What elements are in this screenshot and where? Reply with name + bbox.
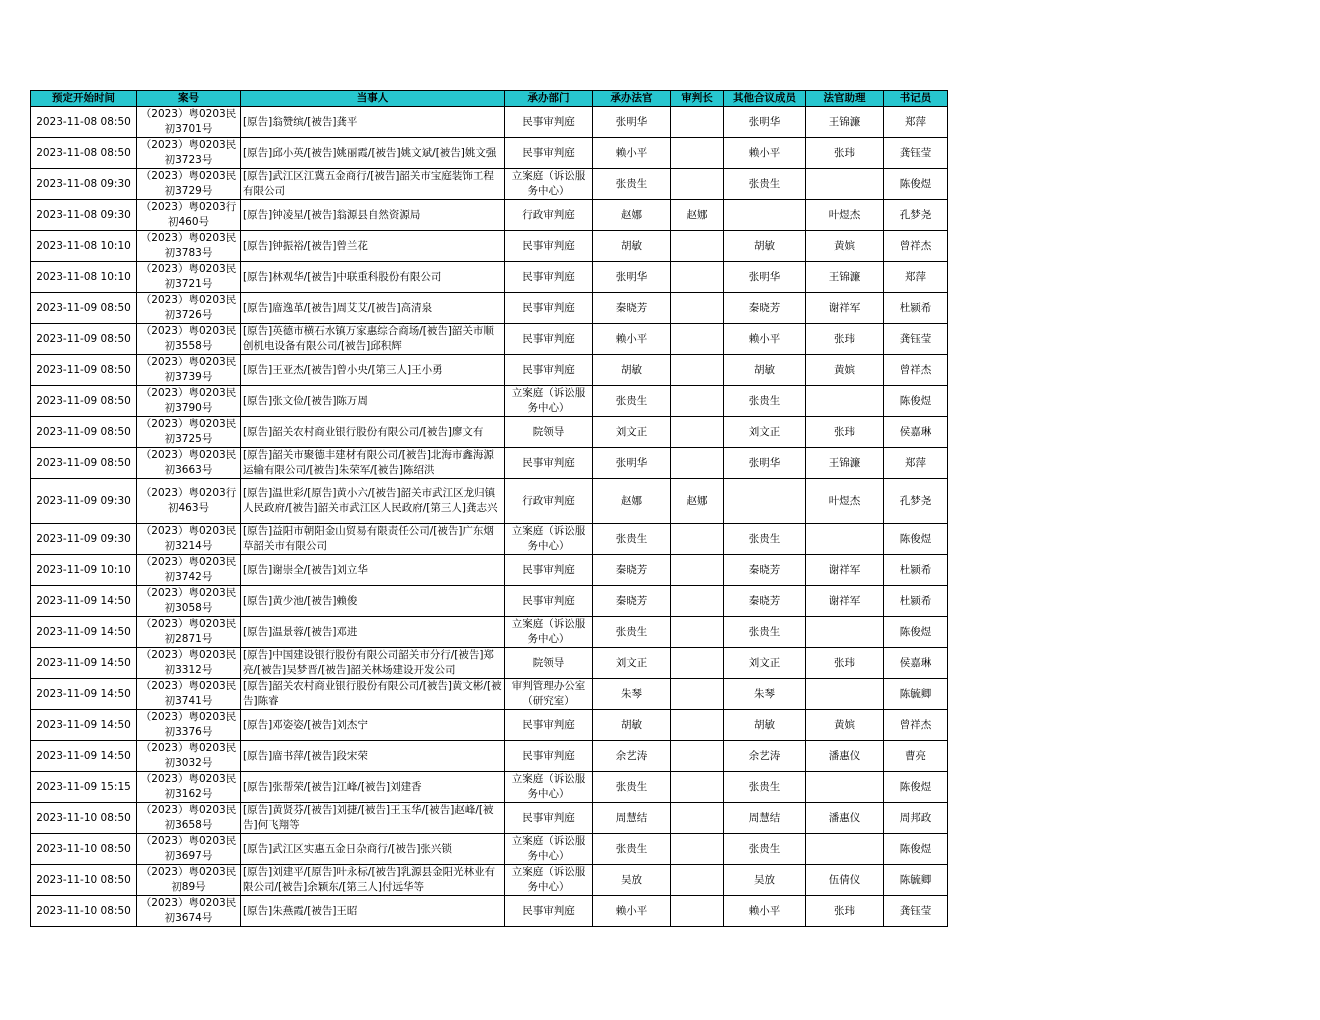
cell-assistant: 张玮 <box>806 138 884 169</box>
table-row <box>31 355 948 386</box>
cell-clerk: 郑萍 <box>884 262 948 293</box>
cell-assistant: 王锦濂 <box>806 262 884 293</box>
cell-panel-members: 张明华 <box>724 107 806 138</box>
cell-assistant: 黄嫔 <box>806 355 884 386</box>
cell-parties: [原告]武江区实惠五金日杂商行/[被告]张兴锁 <box>241 834 505 865</box>
cell-start-time: 2023-11-08 10:10 <box>31 231 137 262</box>
table-row <box>31 586 948 617</box>
cell-presiding-judge: 赵娜 <box>671 479 724 524</box>
cell-clerk: 杜颍希 <box>884 293 948 324</box>
cell-judge: 张贵生 <box>593 169 671 200</box>
cell-parties: [原告]韶关农村商业银行股份有限公司/[被告]黄文彬/[被告]陈睿 <box>241 679 505 710</box>
cell-presiding-judge <box>671 138 724 169</box>
cell-judge: 张贵生 <box>593 834 671 865</box>
cell-parties: [原告]英德市横石水镇万家惠综合商场/[被告]韶关市顺创机电设备有限公司/[被告]邱积辉 <box>241 324 505 355</box>
cell-start-time: 2023-11-10 08:50 <box>31 896 137 927</box>
cell-department: 立案庭（诉讼服务中心） <box>505 386 593 417</box>
table-row <box>31 262 948 293</box>
cell-presiding-judge <box>671 741 724 772</box>
cell-case-number: （2023）粤0203民初3214号 <box>137 524 241 555</box>
cell-clerk: 陈俊煜 <box>884 834 948 865</box>
table-row <box>31 417 948 448</box>
table-row <box>31 324 948 355</box>
cell-judge: 朱琴 <box>593 679 671 710</box>
cell-parties: [原告]钟振裕/[被告]曾兰花 <box>241 231 505 262</box>
cell-panel-members: 朱琴 <box>724 679 806 710</box>
cell-panel-members: 张贵生 <box>724 386 806 417</box>
cell-clerk: 陈俊煜 <box>884 617 948 648</box>
cell-assistant: 谢祥军 <box>806 555 884 586</box>
cell-judge: 赖小平 <box>593 138 671 169</box>
col-header-start-time: 预定开始时间 <box>31 91 137 107</box>
cell-judge: 余艺涛 <box>593 741 671 772</box>
cell-presiding-judge <box>671 355 724 386</box>
cell-start-time: 2023-11-09 14:50 <box>31 710 137 741</box>
cell-judge: 赵娜 <box>593 200 671 231</box>
cell-case-number: （2023）粤0203民初3783号 <box>137 231 241 262</box>
cell-department: 民事审判庭 <box>505 448 593 479</box>
cell-assistant: 潘惠仪 <box>806 803 884 834</box>
cell-panel-members: 张贵生 <box>724 617 806 648</box>
cell-case-number: （2023）粤0203民初3162号 <box>137 772 241 803</box>
cell-clerk: 曾祥杰 <box>884 710 948 741</box>
table-row <box>31 617 948 648</box>
cell-assistant <box>806 617 884 648</box>
table-row <box>31 293 948 324</box>
cell-panel-members: 刘文正 <box>724 417 806 448</box>
cell-department: 行政审判庭 <box>505 200 593 231</box>
cell-panel-members: 张明华 <box>724 448 806 479</box>
cell-department: 民事审判庭 <box>505 138 593 169</box>
cell-assistant: 张玮 <box>806 324 884 355</box>
cell-presiding-judge <box>671 324 724 355</box>
col-header-parties: 当事人 <box>241 91 505 107</box>
cell-case-number: （2023）粤0203行初460号 <box>137 200 241 231</box>
cell-parties: [原告]钟凌星/[被告]翁源县自然资源局 <box>241 200 505 231</box>
cell-department: 院领导 <box>505 648 593 679</box>
cell-start-time: 2023-11-09 08:50 <box>31 355 137 386</box>
cell-presiding-judge <box>671 555 724 586</box>
cell-start-time: 2023-11-08 08:50 <box>31 138 137 169</box>
cell-department: 立案庭（诉讼服务中心） <box>505 524 593 555</box>
table-body <box>31 107 948 927</box>
cell-judge: 赖小平 <box>593 896 671 927</box>
cell-assistant <box>806 834 884 865</box>
cell-panel-members <box>724 479 806 524</box>
cell-presiding-judge: 赵娜 <box>671 200 724 231</box>
cell-start-time: 2023-11-08 10:10 <box>31 262 137 293</box>
cell-case-number: （2023）粤0203民初3729号 <box>137 169 241 200</box>
cell-case-number: （2023）粤0203民初3674号 <box>137 896 241 927</box>
cell-department: 立案庭（诉讼服务中心） <box>505 865 593 896</box>
table-row <box>31 448 948 479</box>
cell-start-time: 2023-11-08 09:30 <box>31 169 137 200</box>
cell-start-time: 2023-11-10 08:50 <box>31 865 137 896</box>
cell-panel-members: 秦晓芳 <box>724 293 806 324</box>
cell-presiding-judge <box>671 865 724 896</box>
cell-department: 立案庭（诉讼服务中心） <box>505 772 593 803</box>
cell-judge: 周慧结 <box>593 803 671 834</box>
col-header-assistant: 法官助理 <box>806 91 884 107</box>
cell-presiding-judge <box>671 417 724 448</box>
cell-start-time: 2023-11-08 09:30 <box>31 200 137 231</box>
cell-presiding-judge <box>671 896 724 927</box>
cell-case-number: （2023）粤0203民初3721号 <box>137 262 241 293</box>
cell-assistant: 叶煜杰 <box>806 200 884 231</box>
cell-case-number: （2023）粤0203民初3726号 <box>137 293 241 324</box>
cell-judge: 张贵生 <box>593 772 671 803</box>
cell-assistant <box>806 386 884 417</box>
cell-start-time: 2023-11-09 08:50 <box>31 448 137 479</box>
table-row <box>31 679 948 710</box>
table-row <box>31 896 948 927</box>
cell-parties: [原告]张文俭/[被告]陈万周 <box>241 386 505 417</box>
cell-panel-members: 赖小平 <box>724 138 806 169</box>
cell-start-time: 2023-11-09 15:15 <box>31 772 137 803</box>
cell-assistant: 伍倩仪 <box>806 865 884 896</box>
cell-clerk: 曾祥杰 <box>884 355 948 386</box>
cell-assistant: 张玮 <box>806 896 884 927</box>
cell-assistant: 谢祥军 <box>806 293 884 324</box>
col-header-clerk: 书记员 <box>884 91 948 107</box>
cell-case-number: （2023）粤0203民初89号 <box>137 865 241 896</box>
cell-case-number: （2023）粤0203民初3658号 <box>137 803 241 834</box>
cell-assistant <box>806 524 884 555</box>
col-header-presiding-judge: 审判长 <box>671 91 724 107</box>
cell-panel-members: 张贵生 <box>724 169 806 200</box>
cell-clerk: 陈毓卿 <box>884 679 948 710</box>
cell-parties: [原告]庿书萍/[被告]段宋荣 <box>241 741 505 772</box>
cell-panel-members: 周慧结 <box>724 803 806 834</box>
col-header-panel-members: 其他合议成员 <box>724 91 806 107</box>
cell-department: 民事审判庭 <box>505 710 593 741</box>
cell-judge: 胡敏 <box>593 355 671 386</box>
cell-assistant <box>806 679 884 710</box>
cell-clerk: 侯嘉琳 <box>884 417 948 448</box>
cell-panel-members: 余艺涛 <box>724 741 806 772</box>
cell-department: 民事审判庭 <box>505 355 593 386</box>
cell-parties: [原告]邱小英/[被告]姚丽霞/[被告]姚文斌/[被告]姚文强 <box>241 138 505 169</box>
col-header-case-number: 案号 <box>137 91 241 107</box>
cell-start-time: 2023-11-09 10:10 <box>31 555 137 586</box>
cell-case-number: （2023）粤0203民初3723号 <box>137 138 241 169</box>
cell-parties: [原告]王亚杰/[被告]曾小央/[第三人]王小勇 <box>241 355 505 386</box>
cell-judge: 秦晓芳 <box>593 586 671 617</box>
cell-presiding-judge <box>671 710 724 741</box>
cell-clerk: 龚钰莹 <box>884 896 948 927</box>
cell-parties: [原告]黄少池/[被告]赖俊 <box>241 586 505 617</box>
table-row <box>31 772 948 803</box>
cell-clerk: 陈俊煜 <box>884 524 948 555</box>
cell-judge: 秦晓芳 <box>593 555 671 586</box>
cell-presiding-judge <box>671 772 724 803</box>
cell-case-number: （2023）粤0203民初3701号 <box>137 107 241 138</box>
table-row <box>31 386 948 417</box>
cell-department: 民事审判庭 <box>505 555 593 586</box>
cell-assistant: 潘惠仪 <box>806 741 884 772</box>
table-row <box>31 555 948 586</box>
cell-department: 民事审判庭 <box>505 586 593 617</box>
table-row <box>31 231 948 262</box>
cell-judge: 胡敏 <box>593 710 671 741</box>
cell-panel-members: 赖小平 <box>724 896 806 927</box>
cell-case-number: （2023）粤0203民初3739号 <box>137 355 241 386</box>
cell-start-time: 2023-11-09 14:50 <box>31 586 137 617</box>
cell-start-time: 2023-11-09 09:30 <box>31 524 137 555</box>
cell-clerk: 陈俊煜 <box>884 386 948 417</box>
cell-panel-members: 张贵生 <box>724 834 806 865</box>
cell-judge: 张明华 <box>593 107 671 138</box>
header-row <box>31 91 948 107</box>
table-row <box>31 107 948 138</box>
cell-start-time: 2023-11-09 08:50 <box>31 417 137 448</box>
cell-assistant: 黄嫔 <box>806 710 884 741</box>
cell-parties: [原告]邓姿姿/[被告]刘杰宁 <box>241 710 505 741</box>
cell-clerk: 孔梦尧 <box>884 200 948 231</box>
cell-presiding-judge <box>671 231 724 262</box>
cell-presiding-judge <box>671 386 724 417</box>
cell-presiding-judge <box>671 586 724 617</box>
cell-department: 民事审判庭 <box>505 803 593 834</box>
cell-panel-members <box>724 200 806 231</box>
cell-clerk: 龚钰莹 <box>884 324 948 355</box>
cell-department: 民事审判庭 <box>505 896 593 927</box>
cell-department: 民事审判庭 <box>505 262 593 293</box>
cell-parties: [原告]谢崇全/[被告]刘立华 <box>241 555 505 586</box>
cell-start-time: 2023-11-10 08:50 <box>31 803 137 834</box>
cell-parties: [原告]益阳市朝阳金山贸易有限责任公司/[被告]广东烟草韶关市有限公司 <box>241 524 505 555</box>
cell-case-number: （2023）粤0203行初463号 <box>137 479 241 524</box>
cell-assistant <box>806 772 884 803</box>
cell-department: 民事审判庭 <box>505 324 593 355</box>
cell-parties: [原告]庿逸革/[被告]周艾艾/[被告]高清泉 <box>241 293 505 324</box>
cell-judge: 赵娜 <box>593 479 671 524</box>
cell-start-time: 2023-11-09 14:50 <box>31 617 137 648</box>
cell-start-time: 2023-11-09 09:30 <box>31 479 137 524</box>
cell-judge: 秦晓芳 <box>593 293 671 324</box>
cell-assistant: 张玮 <box>806 648 884 679</box>
cell-assistant: 谢祥军 <box>806 586 884 617</box>
cell-department: 行政审判庭 <box>505 479 593 524</box>
col-header-department: 承办部门 <box>505 91 593 107</box>
cell-presiding-judge <box>671 293 724 324</box>
cell-presiding-judge <box>671 448 724 479</box>
cell-case-number: （2023）粤0203民初3741号 <box>137 679 241 710</box>
table-row <box>31 710 948 741</box>
cell-assistant: 王锦濂 <box>806 448 884 479</box>
cell-parties: [原告]武江区江冀五金商行/[被告]韶关市宝庭装饰工程有限公司 <box>241 169 505 200</box>
cell-panel-members: 胡敏 <box>724 231 806 262</box>
cell-presiding-judge <box>671 524 724 555</box>
cell-panel-members: 胡敏 <box>724 710 806 741</box>
table-row <box>31 648 948 679</box>
cell-parties: [原告]温景蓉/[被告]邓进 <box>241 617 505 648</box>
col-header-judge: 承办法官 <box>593 91 671 107</box>
cell-department: 立案庭（诉讼服务中心） <box>505 617 593 648</box>
cell-clerk: 陈毓卿 <box>884 865 948 896</box>
cell-clerk: 陈俊煜 <box>884 772 948 803</box>
cell-assistant: 黄嫔 <box>806 231 884 262</box>
cell-parties: [原告]黄贤芬/[被告]刘捷/[被告]王玉华/[被告]赵峰/[被告]何飞翔等 <box>241 803 505 834</box>
cell-parties: [原告]中国建设银行股份有限公司韶关市分行/[被告]郑亮/[被告]吴梦晋/[被告]韶关林场建设开发公司 <box>241 648 505 679</box>
cell-parties: [原告]温世彩/[原告]黄小六/[被告]韶关市武江区龙归镇人民政府/[被告]韶关市武江区人民政府/[第三人]龚志兴 <box>241 479 505 524</box>
cell-judge: 张明华 <box>593 448 671 479</box>
cell-start-time: 2023-11-09 14:50 <box>31 741 137 772</box>
cell-department: 民事审判庭 <box>505 107 593 138</box>
cell-parties: [原告]韶关农村商业银行股份有限公司/[被告]廖文有 <box>241 417 505 448</box>
cell-department: 立案庭（诉讼服务中心） <box>505 169 593 200</box>
cell-presiding-judge <box>671 803 724 834</box>
cell-panel-members: 刘文正 <box>724 648 806 679</box>
cell-presiding-judge <box>671 617 724 648</box>
cell-parties: [原告]林观华/[被告]中联重科股份有限公司 <box>241 262 505 293</box>
cell-parties: [原告]朱燕霞/[被告]王昭 <box>241 896 505 927</box>
cell-presiding-judge <box>671 679 724 710</box>
cell-panel-members: 张明华 <box>724 262 806 293</box>
cell-judge: 张贵生 <box>593 524 671 555</box>
cell-clerk: 杜颍希 <box>884 555 948 586</box>
cell-judge: 张明华 <box>593 262 671 293</box>
cell-department: 民事审判庭 <box>505 231 593 262</box>
cell-presiding-judge <box>671 834 724 865</box>
cell-clerk: 杜颍希 <box>884 586 948 617</box>
cell-case-number: （2023）粤0203民初2871号 <box>137 617 241 648</box>
cell-case-number: （2023）粤0203民初3312号 <box>137 648 241 679</box>
cell-presiding-judge <box>671 107 724 138</box>
cell-judge: 吴放 <box>593 865 671 896</box>
cell-case-number: （2023）粤0203民初3790号 <box>137 386 241 417</box>
cell-department: 立案庭（诉讼服务中心） <box>505 834 593 865</box>
cell-presiding-judge <box>671 169 724 200</box>
cell-judge: 赖小平 <box>593 324 671 355</box>
cell-presiding-judge <box>671 648 724 679</box>
table-row <box>31 200 948 231</box>
cell-panel-members: 吴放 <box>724 865 806 896</box>
cell-clerk: 孔梦尧 <box>884 479 948 524</box>
table-row <box>31 834 948 865</box>
cell-case-number: （2023）粤0203民初3697号 <box>137 834 241 865</box>
cell-start-time: 2023-11-08 08:50 <box>31 107 137 138</box>
cell-clerk: 郑萍 <box>884 107 948 138</box>
cell-start-time: 2023-11-09 14:50 <box>31 648 137 679</box>
cell-panel-members: 秦晓芳 <box>724 555 806 586</box>
cell-clerk: 周邦政 <box>884 803 948 834</box>
cell-department: 民事审判庭 <box>505 741 593 772</box>
hearing-schedule-table <box>30 90 948 927</box>
cell-parties: [原告]张帮荣/[被告]江峰/[被告]刘建香 <box>241 772 505 803</box>
cell-panel-members: 张贵生 <box>724 772 806 803</box>
cell-judge: 刘文正 <box>593 417 671 448</box>
cell-start-time: 2023-11-09 08:50 <box>31 293 137 324</box>
table-row <box>31 138 948 169</box>
cell-judge: 胡敏 <box>593 231 671 262</box>
cell-case-number: （2023）粤0203民初3058号 <box>137 586 241 617</box>
cell-clerk: 曾祥杰 <box>884 231 948 262</box>
cell-assistant: 张玮 <box>806 417 884 448</box>
table-row <box>31 741 948 772</box>
cell-case-number: （2023）粤0203民初3558号 <box>137 324 241 355</box>
cell-judge: 刘文正 <box>593 648 671 679</box>
cell-clerk: 龚钰莹 <box>884 138 948 169</box>
cell-assistant <box>806 169 884 200</box>
cell-start-time: 2023-11-09 14:50 <box>31 679 137 710</box>
cell-clerk: 郑萍 <box>884 448 948 479</box>
cell-assistant: 叶煜杰 <box>806 479 884 524</box>
table-row <box>31 865 948 896</box>
cell-judge: 张贵生 <box>593 617 671 648</box>
cell-judge: 张贵生 <box>593 386 671 417</box>
cell-parties: [原告]翁赞缤/[被告]龚平 <box>241 107 505 138</box>
table-row <box>31 479 948 524</box>
cell-clerk: 侯嘉琳 <box>884 648 948 679</box>
cell-start-time: 2023-11-09 08:50 <box>31 386 137 417</box>
cell-assistant: 王锦濂 <box>806 107 884 138</box>
cell-case-number: （2023）粤0203民初3663号 <box>137 448 241 479</box>
cell-panel-members: 胡敏 <box>724 355 806 386</box>
cell-department: 院领导 <box>505 417 593 448</box>
cell-case-number: （2023）粤0203民初3032号 <box>137 741 241 772</box>
cell-case-number: （2023）粤0203民初3742号 <box>137 555 241 586</box>
cell-start-time: 2023-11-10 08:50 <box>31 834 137 865</box>
cell-presiding-judge <box>671 262 724 293</box>
cell-department: 民事审判庭 <box>505 293 593 324</box>
cell-case-number: （2023）粤0203民初3725号 <box>137 417 241 448</box>
cell-department: 审判管理办公室（研究室） <box>505 679 593 710</box>
cell-clerk: 陈俊煜 <box>884 169 948 200</box>
cell-clerk: 曹亮 <box>884 741 948 772</box>
cell-panel-members: 张贵生 <box>724 524 806 555</box>
table-row <box>31 169 948 200</box>
cell-start-time: 2023-11-09 08:50 <box>31 324 137 355</box>
cell-case-number: （2023）粤0203民初3376号 <box>137 710 241 741</box>
cell-panel-members: 秦晓芳 <box>724 586 806 617</box>
table-row <box>31 803 948 834</box>
cell-parties: [原告]刘建平/[原告]叶永标/[被告]乳源县金阳光林业有限公司/[被告]余颖东/[第三人]付远华等 <box>241 865 505 896</box>
cell-parties: [原告]韶关市聚德丰建材有限公司/[被告]北海市鑫海源运输有限公司/[被告]朱荣军/[被告]陈绍洪 <box>241 448 505 479</box>
table-row <box>31 524 948 555</box>
cell-panel-members: 赖小平 <box>724 324 806 355</box>
